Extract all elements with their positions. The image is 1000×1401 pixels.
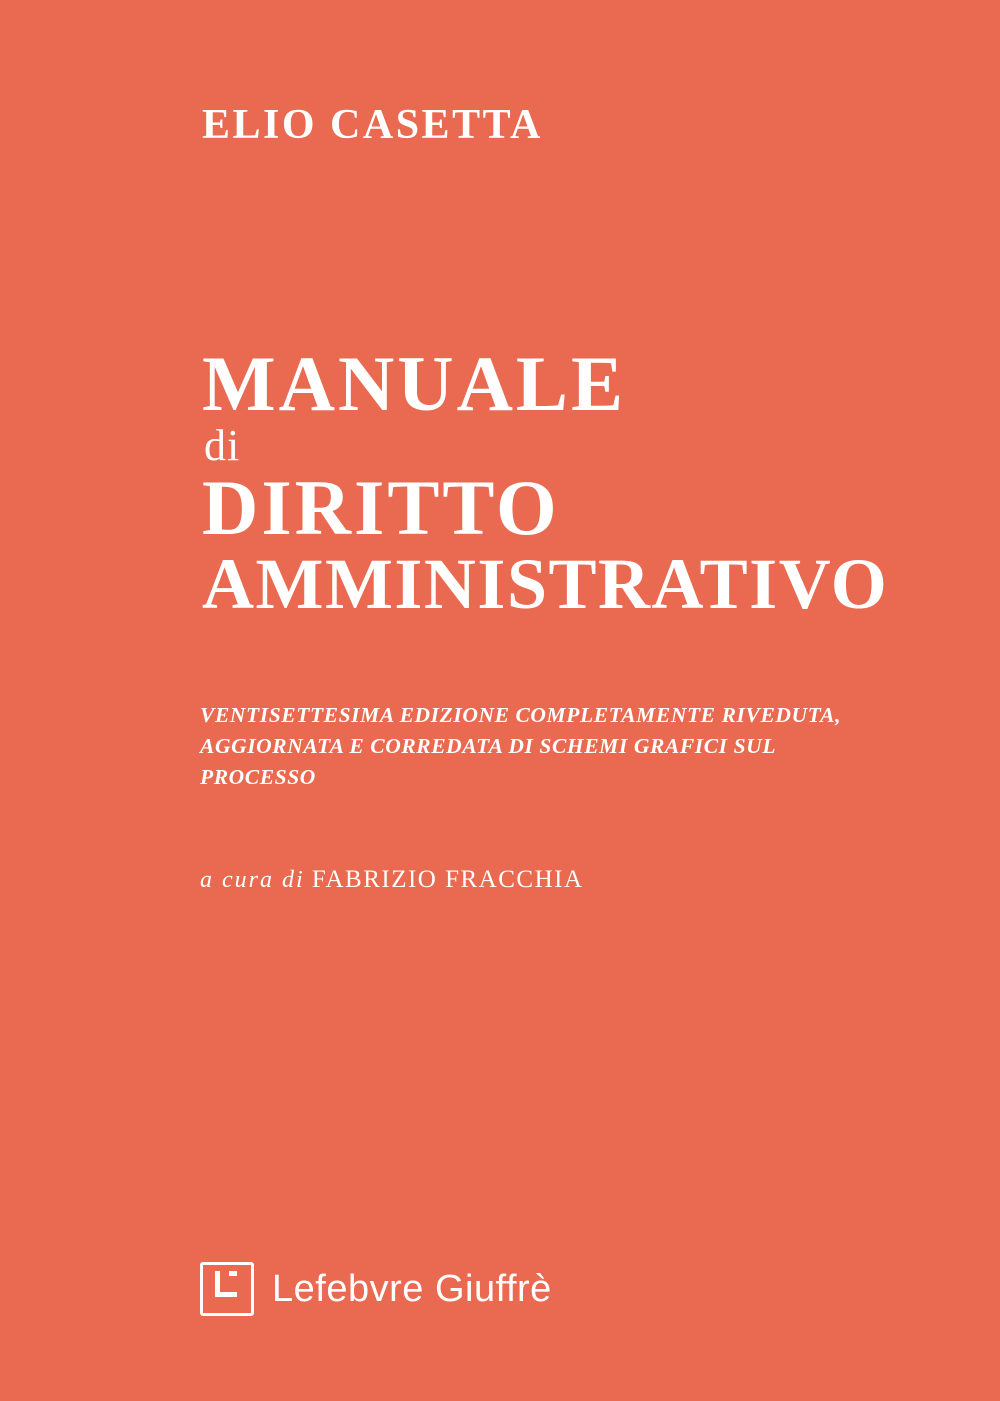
curator-label: a cura di bbox=[200, 867, 305, 893]
publisher-block bbox=[200, 1262, 552, 1316]
edition-note: VENTISETTESIMA EDIZIONE COMPLETAMENTE RIVEDUTA, AGGIORNATA E CORREDATA DI SCHEMI GRAFICI SUL PROCESSO bbox=[200, 703, 842, 790]
cover-content bbox=[200, 0, 889, 1401]
title-line-manuale: MANUALE bbox=[202, 340, 626, 427]
logo-accent-bar bbox=[229, 1271, 237, 1276]
curator-name: FABRIZIO FRACCHIA bbox=[311, 866, 584, 893]
book-title bbox=[200, 340, 900, 625]
title-line-diritto: DIRITTO bbox=[202, 463, 560, 551]
publisher-name: Lefebvre Giuffrè bbox=[272, 1267, 552, 1310]
title-line-amministrativo: AMMINISTRATIVO bbox=[202, 544, 889, 625]
title-line-di: di bbox=[204, 420, 241, 470]
author-name: ELIO CASETTA bbox=[202, 102, 543, 148]
curator-credit bbox=[200, 866, 584, 894]
lefebvre-giuffre-logo-icon bbox=[200, 1262, 254, 1316]
